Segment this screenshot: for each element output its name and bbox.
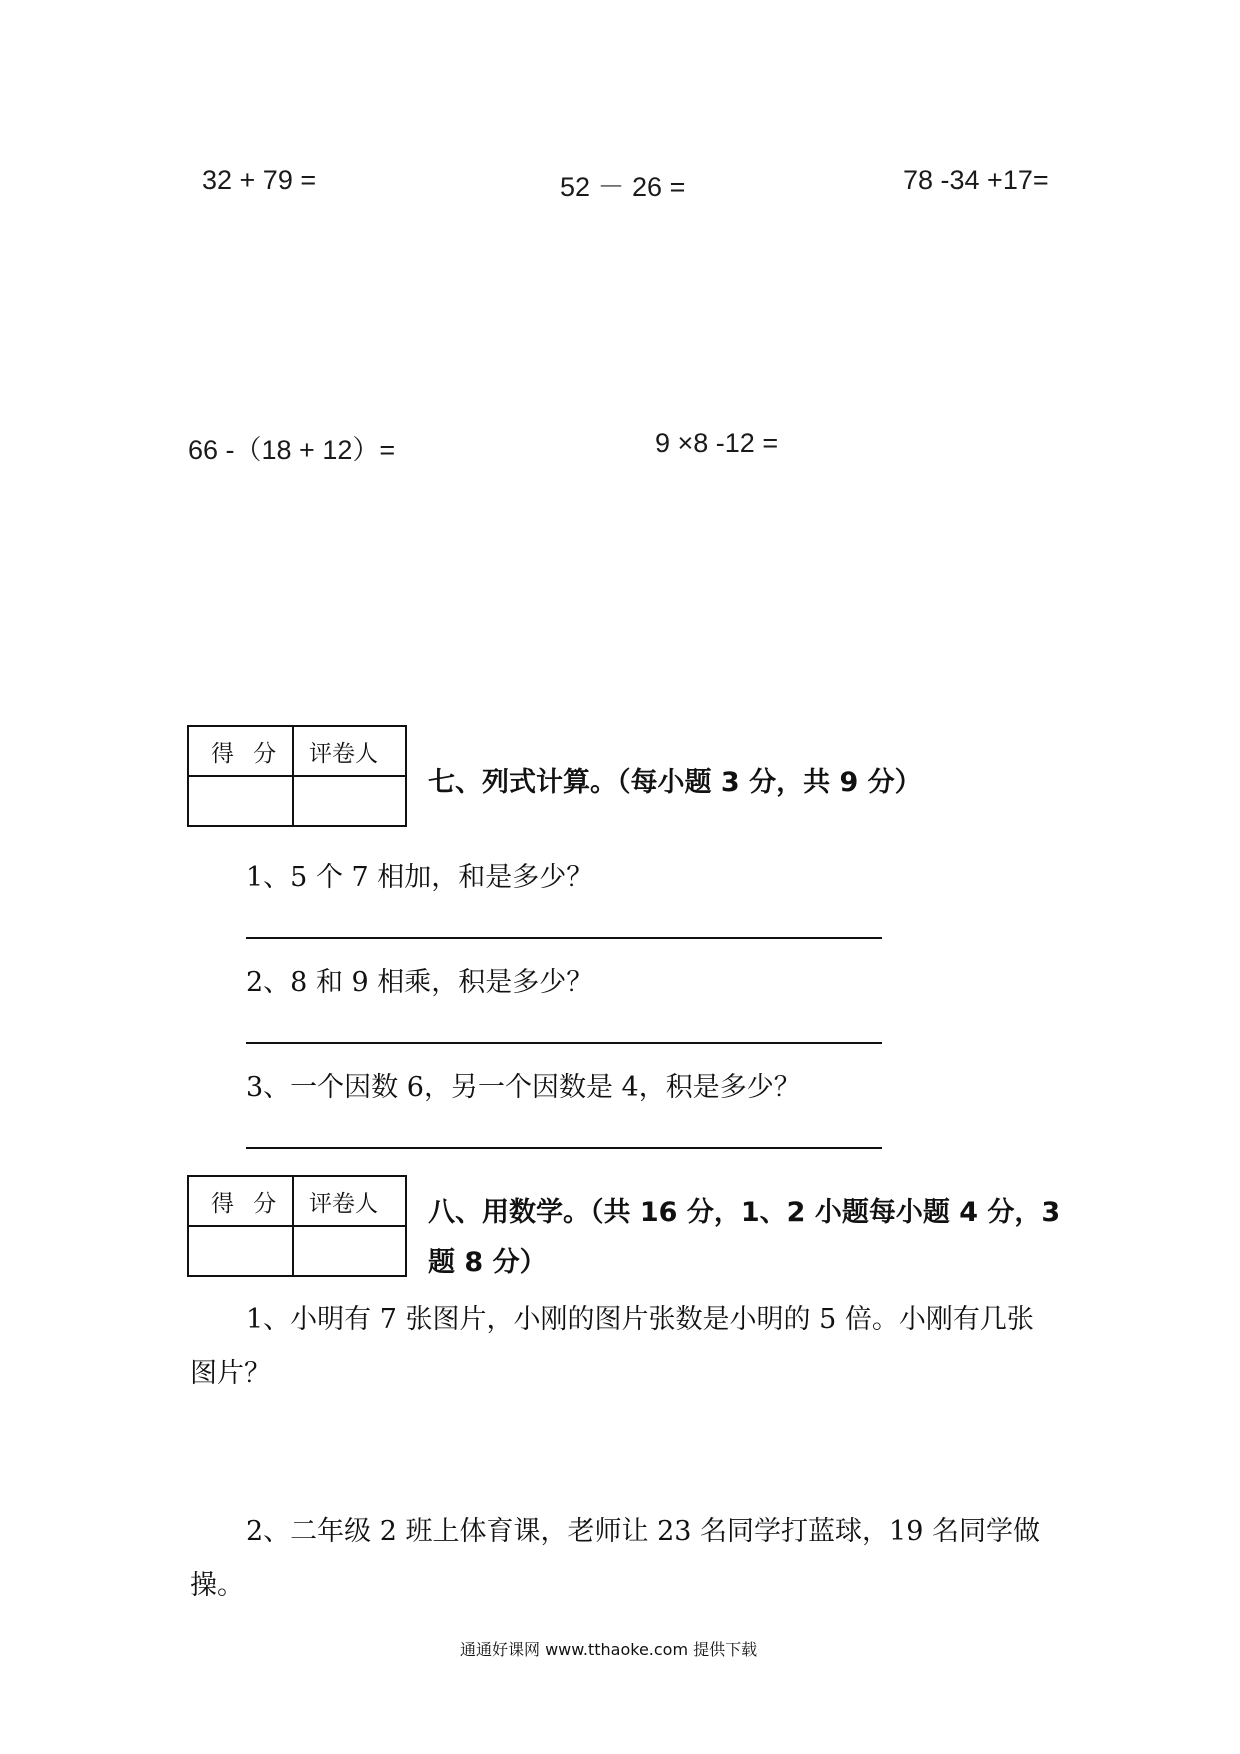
answer-line-3	[246, 1147, 882, 1149]
section-7-question-1: 1、5 个 7 相加，和是多少？	[246, 862, 594, 893]
answer-line-1	[246, 937, 882, 939]
grader-label: 评卷人	[309, 741, 378, 767]
section-7-question-3: 3、一个因数 6，另一个因数是 4，积是多少？	[246, 1072, 801, 1103]
section-8-title-line-1: 八、用数学。（共 16 分，1、2 小题每小题 4 分，3	[428, 1197, 1061, 1228]
score-label: 得 分	[211, 1191, 283, 1217]
expression-1: 32 + 79 =	[202, 165, 317, 195]
expression-4: 66 -（18 + 12）=	[188, 435, 396, 465]
score-box-section-8	[187, 1175, 407, 1277]
expression-3: 78 -34 +17=	[903, 165, 1049, 195]
section-7-title: 七、列式计算。（每小题 3 分，共 9 分）	[428, 767, 922, 798]
expression-5: 9 ×8 -12 =	[655, 428, 779, 458]
score-box-section-7	[187, 725, 407, 827]
page-footer: 通通好课网 www.tthaoke.com 提供下载	[460, 1640, 758, 1659]
section-8-problem-1: 1、小明有 7 张图片，小刚的图片张数是小明的 5 倍。小刚有几张图片？	[190, 1304, 1034, 1389]
section-7-question-2: 2、8 和 9 相乘，积是多少？	[246, 967, 594, 998]
section-8-title-line-2: 题 8 分）	[428, 1247, 547, 1278]
section-8-problem-2: 2、二年级 2 班上体育课，老师让 23 名同学打蓝球，19 名同学做操。	[190, 1516, 1040, 1601]
grader-label: 评卷人	[309, 1191, 378, 1217]
answer-line-2	[246, 1042, 882, 1044]
expression-2: 52 － 26 =	[560, 172, 686, 202]
score-label: 得 分	[211, 741, 283, 767]
